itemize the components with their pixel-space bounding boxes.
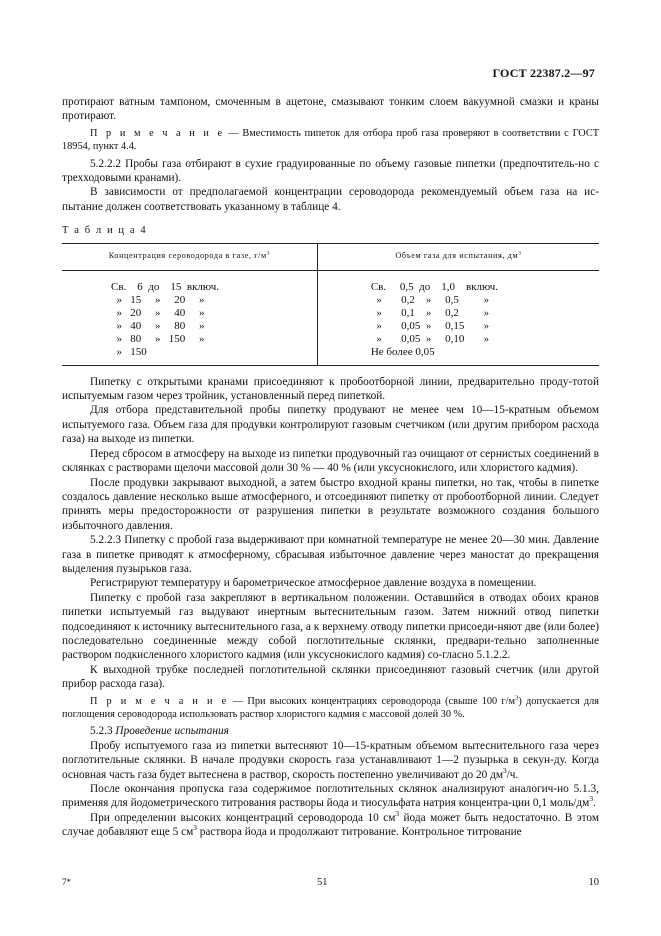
paragraph: Пипетку с открытыми кранами присоединяют к пробоотборной линии, предварительно проду-тотой испытуемым газом через тройник, установленный перед пипеткой.	[62, 375, 599, 403]
table-row: » 0,2 » 0,5 »	[370, 293, 490, 306]
paragraph: Регистрируют температуру и барометрическое атмосферное давление воздуха в помещении.	[90, 577, 537, 590]
paragraph: Пробу испытуемого газа из пипетки вытесняют 10—15-кратным объемом вытеснительного газа через поглотительные склянки. В начале продувки скорость газа устанавливают 1—2 пузырька в секун-ду. Когда основная часть газа будет вытеснена в раствор, скорость постепенно увеличивают до 20 $дм^3/ч$.	[62, 739, 599, 781]
paragraph: 5.2.2.2 Пробы газа отбирают в сухие градуированные по объему газовые пипетки (предпочтитель-но с трехходовыми кранами).	[62, 157, 599, 185]
table-row: Св. 0,5 до 1,0 включ.	[370, 280, 499, 293]
table-header-volume: Объем газа для испытания, $дм^3$	[317, 243, 599, 270]
table-row: Св. 6 до 15 включ.	[111, 280, 219, 293]
note: П р и м е ч а н и е — При высоких концентрациях сероводорода (свыше 100 $г/м^3$) допускается для поглощения сероводорода использовать раствор хлористого кадмия с массовой долей 30 %.	[62, 694, 599, 720]
table-cell-concentrations	[62, 270, 317, 365]
paragraph: Для отбора представительной пробы пипетку продувают не менее чем 10—15-кратным объемом испытуемого газа. Объем газа для продувки контролируют газовым счетчиком (или другим прибором расхода газа) на выходе из пипетки.	[62, 404, 599, 446]
table-row: » 0,05 » 0,10 »	[370, 332, 490, 345]
paragraph: Перед сбросом в атмосферу на выходе из пипетки продувочный газ очищают от сернистых соединений в склянках с растворами щелочи массовой доли 30 % — 40 % (или уксуснокислого, или хлористого кадмия).	[62, 447, 599, 475]
note-text: — Вместимость пипеток для отбора проб газа проверяют в соответствии с ГОСТ 18954, пункт 4.4.	[62, 127, 599, 153]
table-row: » 20 » 40 »	[111, 306, 205, 319]
table-cell-volumes	[317, 270, 599, 365]
page-number: 51	[317, 877, 328, 888]
standard-header: ГОСТ 22387.2—97	[492, 66, 595, 80]
table-row: Не более 0,05	[370, 345, 435, 358]
table-row: » 0,1 » 0,2 »	[370, 306, 490, 319]
footer-signature-mark: 7*	[62, 877, 71, 887]
paragraph: В зависимости от предполагаемой концентрации сероводорода рекомендуемый объем газа на ис-пытание должен соответствовать указанному в таблице 4.	[62, 186, 599, 213]
table-4	[62, 243, 599, 366]
note-label: П р и м е ч а н и е	[90, 695, 229, 707]
paragraph: протирают ватным тампоном, смоченным в ацетоне, смазывают тонким слоем вакуумной смазки и краны протирают.	[62, 96, 599, 123]
section-heading: 5.2.3 Проведение испытания	[90, 725, 229, 738]
paragraph: При определении высоких концентраций сероводорода 10 $см^3$ йода может быть недостаточно. В этом случае добавляют еще 5 $см^3$ раствора йода и продолжают титрование. Контрольное титрование	[62, 809, 599, 839]
document-body	[62, 95, 599, 840]
paragraph: 5.2.2.3 Пипетку с пробой газа выдерживают при комнатной температуре не менее 20—30 мин. Давление газа в пипетке приводят к атмосферному, сбрасывая избыточное давление через маностат до прекращения выделения пузырьков газа.	[62, 534, 599, 575]
paragraph: После продувки закрывают выходной, а затем быстро входной краны пипетки, но так, чтобы в пипетке создалось давление несколько выше атмосферного, и отсоединяют пипетку от пробоотборной линии. Следует принять меры предосторожности от разрушения пипетки в результате возможного создания большого избыточного давления.	[62, 476, 599, 532]
sheet-number: 10	[588, 877, 599, 888]
table-row: » 40 » 80 »	[111, 319, 205, 332]
paragraph: Пипетку с пробой газа закрепляют в вертикальном положении. Оставшийся в отводах обоих кранов пипетки испытуемый газ выдувают инертным вытеснительным газом. Затем нижний отвод пипетки подсоединяют к источнику вытеснительного газа, а к верхнему отводу пипетки присоеди-няют две (или более) последовательно соединенные между собой поглотительные склянки, предвари-тельно заполненные раствором подкисленного хлористого кадмия (или уксуснокислого кадмия) со-гласно 5.1.2.2.	[62, 591, 599, 662]
note-label: П р и м е ч а н и е	[90, 127, 225, 139]
paragraph: После окончания пропуска газа содержимое поглотительных склянок анализируют аналогич-но 5.1.3, применяя для йодометрического титрования растворы йода и тиосульфата натрия концентра-ции 0,1 моль/$дм^3$.	[62, 783, 599, 810]
table-caption: Т а б л и ц а 4	[62, 225, 148, 237]
table-row: » 15 » 20 »	[111, 293, 205, 306]
table-row: » 150	[111, 345, 147, 358]
table-header-concentration: Концентрация сероводорода в газе, $г/м^3$	[62, 243, 317, 270]
paragraph: К выходной трубке последней поглотительной склянки присоединяют газовый счетчик (или другой прибор расхода газа).	[62, 663, 599, 691]
note	[62, 127, 599, 154]
table-row: » 80 » 150 »	[111, 332, 205, 345]
table-row: » 0,05 » 0,15 »	[370, 319, 490, 332]
